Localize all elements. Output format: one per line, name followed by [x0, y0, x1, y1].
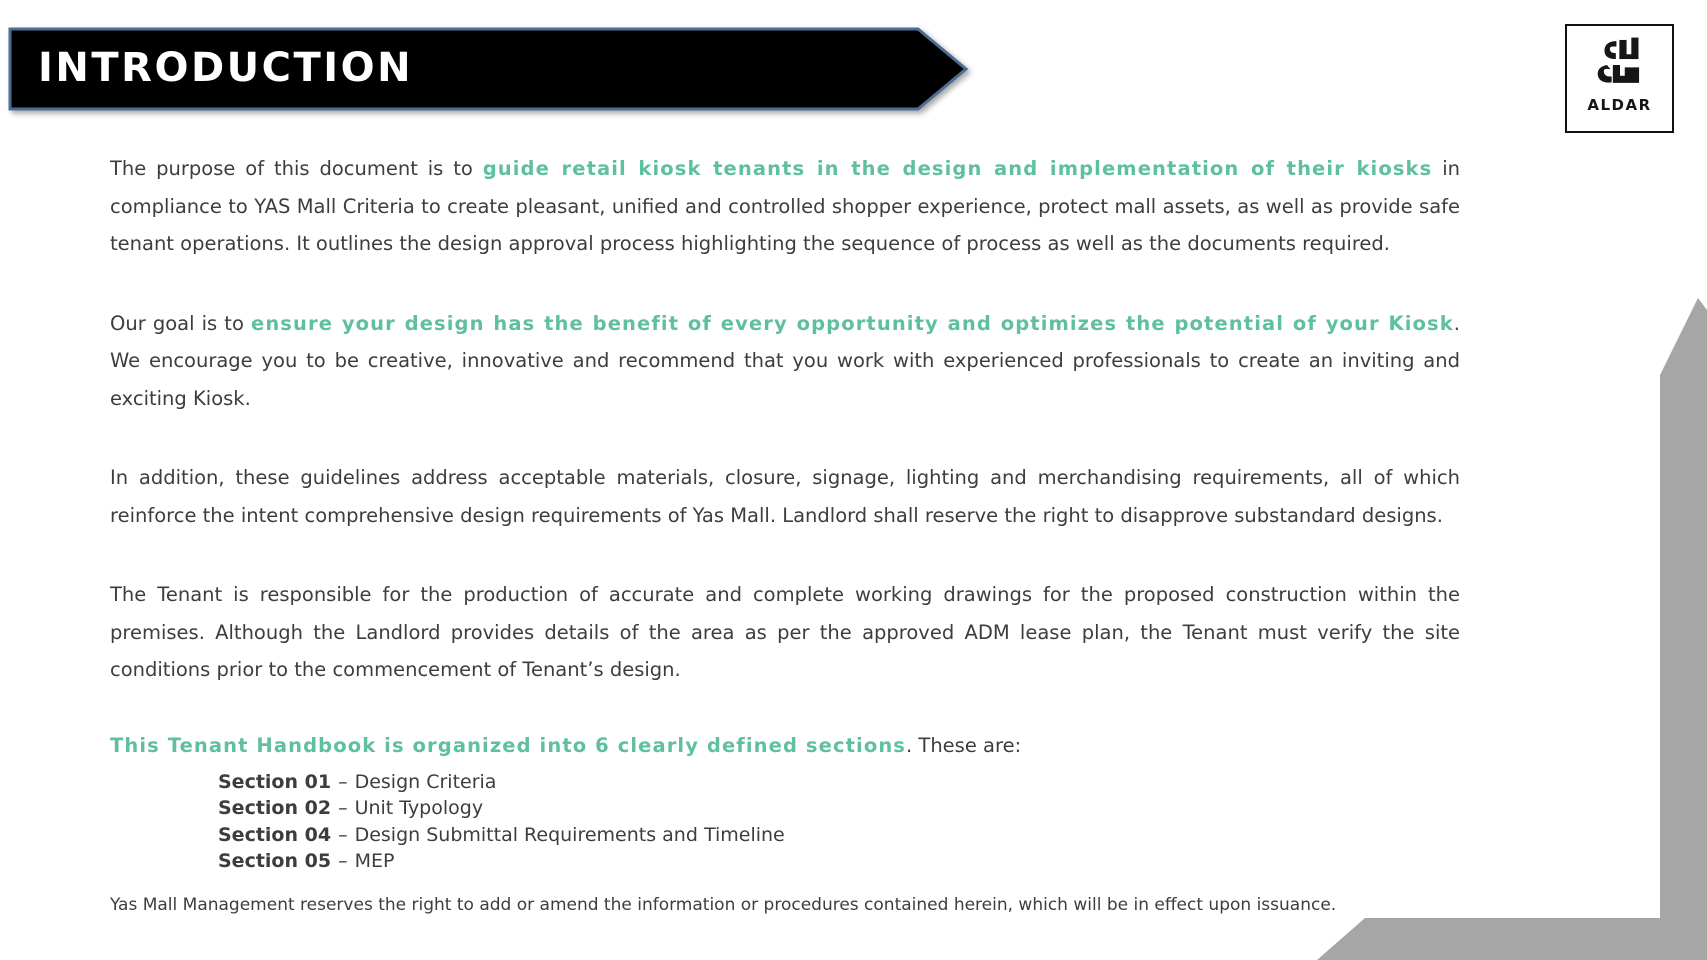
paragraph-highlight: ensure your design has the benefit of every opportunity and optimizes the potential of your Kiosk	[251, 311, 1454, 335]
aldar-logo	[1565, 24, 1674, 133]
section-title: Design Criteria	[354, 770, 497, 793]
paragraph-text: . We encourage you to be creative, innovative and recommend that you work with experienced professionals to create an inviting and exciting Kiosk.	[110, 311, 1460, 410]
footer-disclaimer: Yas Mall Management reserves the right to add or amend the information or procedures contained herein, which will be in effect upon issuance.	[110, 894, 1337, 915]
paragraph-tenant-responsibility	[110, 576, 1460, 689]
section-label: Section 04	[218, 823, 332, 846]
paragraph-text: Our goal is to	[110, 311, 251, 335]
paragraph-guidelines	[110, 459, 1460, 534]
section-title: Unit Typology	[354, 797, 484, 819]
section-label: Section 02	[218, 797, 332, 819]
title-banner	[8, 27, 983, 111]
section-separator: –	[338, 823, 348, 846]
section-item-04	[218, 822, 1460, 849]
aldar-logo-mark-icon	[1588, 34, 1652, 96]
content	[110, 150, 1460, 917]
page-title: INTRODUCTION	[38, 45, 414, 92]
section-title: MEP	[354, 850, 395, 872]
paragraph-text: in compliance to YAS Mall Criteria to create pleasant, unified and controlled shopper experience, protect mall assets, as well as provide safe tenant operations. It outlines the design approval process highlighting the sequence of process as well as the documents required.	[110, 157, 1460, 255]
section-label: Section 05	[218, 850, 332, 872]
sections-list	[110, 769, 1460, 875]
section-separator: –	[338, 797, 348, 819]
paragraph-text: The purpose of this document is to	[110, 157, 483, 180]
sections-intro-text: . These are:	[906, 733, 1022, 757]
section-separator: –	[338, 850, 348, 872]
sections-intro	[110, 731, 1460, 761]
sections-intro-highlight: This Tenant Handbook is organized into 6 clearly defined sections	[110, 733, 907, 757]
paragraph-goal	[110, 305, 1460, 418]
corner-bottom-band	[1317, 918, 1707, 960]
aldar-logo-text: ALDAR	[1587, 96, 1652, 114]
section-separator: –	[338, 770, 348, 793]
paragraph-purpose	[110, 150, 1460, 263]
paragraph-highlight: guide retail kiosk tenants in the design and implementation of their kiosks	[482, 157, 1433, 180]
section-title: Design Submittal Requirements and Timeline	[354, 823, 785, 846]
section-item-01	[218, 769, 1460, 796]
section-item-05	[218, 848, 1460, 875]
section-item-02	[218, 795, 1460, 822]
paragraph-text: In addition, these guidelines address acceptable materials, closure, signage, lighting and merchandising requirements, all of which reinforce the intent comprehensive design requirements of Yas Mall. Landlord shall reserve the right to disapprove substandard designs.	[110, 466, 1460, 527]
section-label: Section 01	[218, 770, 332, 793]
corner-vertical-band	[1660, 298, 1707, 960]
paragraph-text: The Tenant is responsible for the production of accurate and complete working drawings for the proposed construction within the premises. Although the Landlord provides details of the area as per the approved ADM lease plan, the Tenant must verify the site conditions prior to the commencement of Tenant’s design.	[110, 583, 1460, 681]
